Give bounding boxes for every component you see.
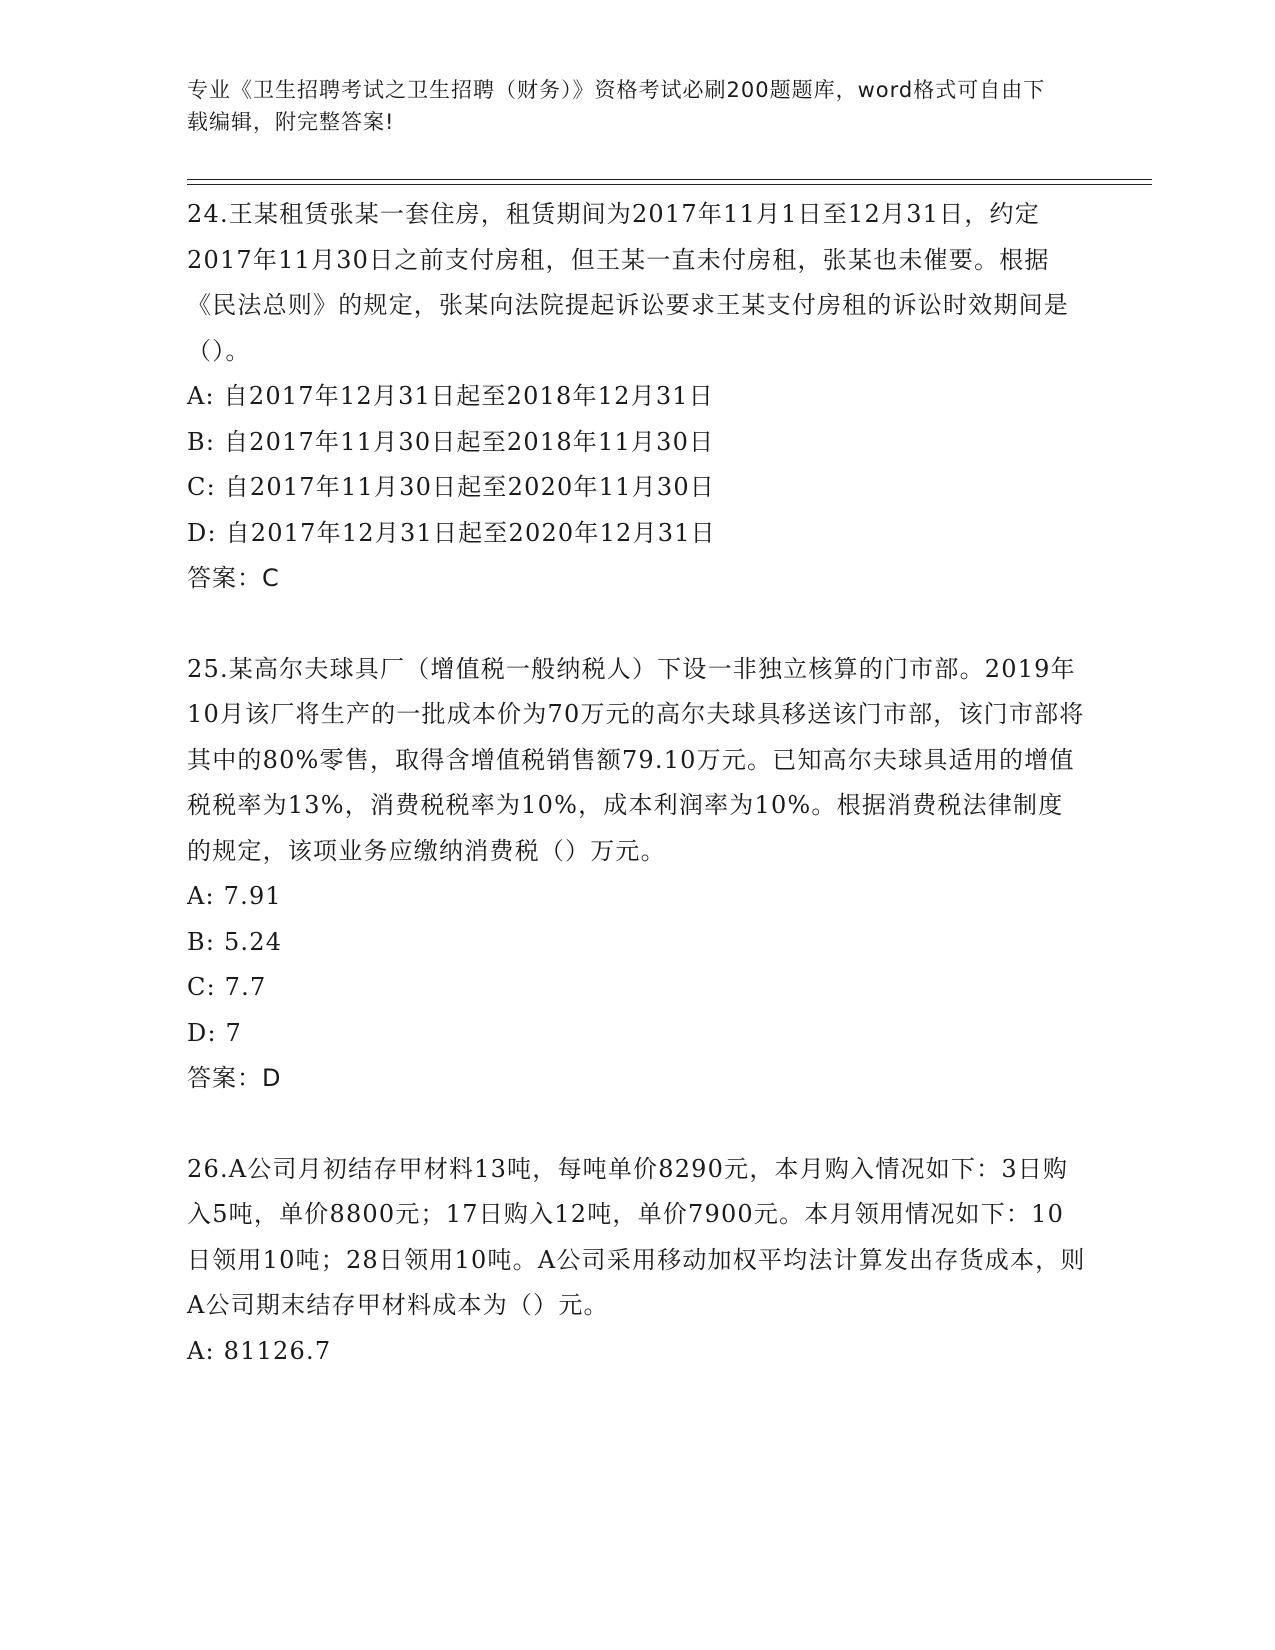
- header-divider: [187, 179, 1152, 180]
- option-d: D: 自2017年12月31日起至2020年12月31日: [187, 518, 716, 547]
- question-stem: 24.王某租赁张某一套住房，租赁期间为2017年11月1日至12月31日，约定2017年11月30日之前支付房租，但王某一直未付房租，张某也未催要。根据《民法总则》的规定，张某向法院提起诉讼要求王某支付房租的诉讼时效期间是（）。: [187, 200, 1069, 365]
- option-b: B: 自2017年11月30日起至2018年11月30日: [187, 427, 715, 456]
- option-c: C: 自2017年11月30日起至2020年11月30日: [187, 473, 715, 501]
- option-d: D: 7: [187, 1018, 243, 1047]
- answer: 答案：D: [187, 1064, 282, 1092]
- question-24: [187, 192, 1087, 602]
- option-a: A: 7.91: [187, 882, 282, 910]
- question-stem: 25.某高尔夫球具厂（增值税一般纳税人）下设一非独立核算的门市部。2019年10月该厂将生产的一批成本价为70万元的高尔夫球具移送该门市部，该门市部将其中的80%零售，取得含增值税销售额79.10万元。已知高尔夫球具适用的增值税税率为13%，消费税税率为10%，成本利润率为10%。根据消费税法律制度的规定，该项业务应缴纳消费税（）万元。: [187, 654, 1085, 865]
- header-divider-second: [187, 184, 1152, 185]
- question-list: [187, 192, 1087, 1374]
- option-a: A: 自2017年12月31日起至2018年12月31日: [187, 382, 714, 410]
- question-stem: 26.A公司月初结存甲材料13吨，每吨单价8290元，本月购入情况如下：3日购入5吨，单价8800元；17日购入12吨，单价7900元。本月领用情况如下：10日领用10吨；28日领用10吨。A公司采用移动加权平均法计算发出存货成本，则A公司期末结存甲材料成本为（）元。: [187, 1154, 1086, 1319]
- answer: 答案：C: [187, 564, 280, 592]
- option-a: A: 81126.7: [187, 1336, 332, 1365]
- option-c: C: 7.7: [187, 973, 267, 1001]
- page-header: 专业《卫生招聘考试之卫生招聘（财务）》资格考试必刷200题题库，word格式可自由下载编辑，附完整答案!: [187, 78, 1046, 134]
- spacer: [187, 1102, 1087, 1147]
- option-b: B: 5.24: [187, 927, 283, 956]
- question-25: [187, 647, 1087, 1102]
- question-26: [187, 1147, 1087, 1375]
- spacer: [187, 602, 1087, 647]
